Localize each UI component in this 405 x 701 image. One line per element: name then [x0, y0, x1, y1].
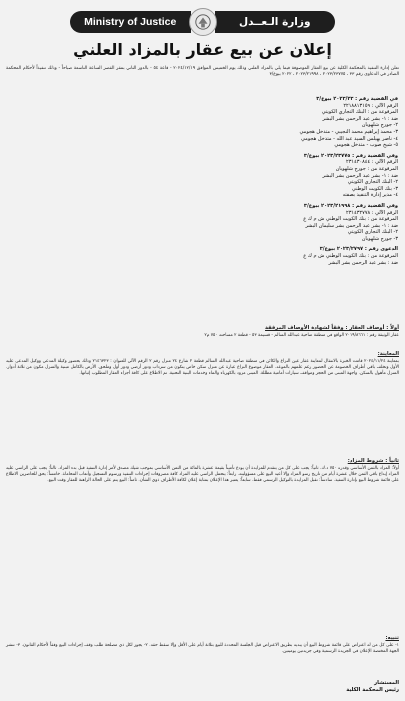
case-item: [18, 96, 398, 149]
case-line: الرقم الآلي : ٢٢١٨٨١٣١٥٩: [343, 102, 398, 109]
case-head: وفي القضية رقم : ٢٠٢٣/٢١٩٩٨ بيوع/٣: [303, 202, 398, 209]
cases-list: [18, 96, 398, 270]
signature-role: رئيس المحكمة الكلية: [346, 687, 399, 693]
case-item: [18, 153, 398, 199]
property-description: [6, 322, 399, 339]
case-line: المرفوعة من : بنك الكويت الوطني ش م ك ع: [303, 253, 398, 260]
case-item: [18, 203, 398, 243]
case-head: الدعوى رقم : ٢٠٢٣/٢٧٩٧ بيوع/٣: [319, 246, 398, 253]
section-heading: تنبيه:: [385, 635, 399, 641]
case-line: ٣- جورج شلهوبان: [361, 235, 398, 242]
case-line: ٥- شيخ صوب - متدخل هجومي: [334, 142, 398, 149]
signature-block: [6, 680, 399, 694]
signature-title: المستشار: [374, 680, 399, 686]
page-title: إعلان عن بيع عقار بالمزاد العلني: [73, 40, 332, 59]
case-line: الرقم الآلي : ٢٣١٤٣٠٨٤٤: [346, 159, 398, 166]
header-english: Ministry of Justice: [70, 11, 191, 33]
kuwait-emblem-icon: [189, 8, 217, 36]
case-line: ٣- محمد إبراهيم محمد النجيبي - متدخل هجومي: [299, 128, 398, 135]
section-heading: المعاينة:: [377, 351, 399, 357]
intro-paragraph: تعلن إدارة التنفيذ بالمحكمة الكلية عن بيع العقار الموصوفة فيما يلي بالمزاد العلني وذلك يوم الخميس الموافق ٢٠٢٤/١٢/١٩ - قاعة ٥٤ - بالدور الثاني بمقر القصر الساعة التاسعة صباحاً - وذلك تنفيذاً لأحكام المحكمة الصادر في الدعاوى رقم ٣٣ ، ٢٠٢٣/٢٣٧٧٥ ، ٢٠٢٣/٢١٩٩٨ ، ٢٠٢٢ بيوع/٣: [6, 66, 399, 78]
header-arabic: وزارة الـعــدل: [215, 11, 336, 33]
inspection-section: [6, 348, 399, 377]
case-line: المرفوعة من : البنك التجاري الكويتي: [321, 109, 398, 116]
case-line: ضد : بشر عبد الرحمن بشر البشر: [328, 259, 398, 266]
case-head: وفي القضية رقم : ٢٠٢٣/٢٣٧٧٥ بيوع/٣: [303, 152, 398, 159]
case-line: المرفوعة من : بنك الكويت الوطني ش م ك ع: [303, 216, 398, 223]
case-line: ٢- البنك التجاري الكويتي: [347, 229, 398, 236]
notes-section: [6, 632, 399, 655]
case-line: ٤- مدير إدارة التنفيذ بصفته: [342, 192, 398, 199]
section-text: عقار الوثيقة رقم : ٢٠١٩/٨٦٦١ الواقع في منطقة ضاحية عبدالله السالم - قسيمة ٥٣ - قطعة ٢ مساحته ٧٥٠ م٢: [204, 333, 399, 339]
case-head: في القضية رقم : ٢٠٢٣/٢٣ بيوع/٣: [316, 96, 398, 102]
case-line: المرفوعة من : جورج شلهوبان: [335, 165, 398, 172]
case-line: ٢- البنك التجاري الكويتي: [347, 179, 398, 186]
section-text: ١- على كل من له اعتراض على قائمة شروط البيع أن يبديه بطريق الاعتراض قبل الجلسة المحددة للبيع بثلاثة أيام على الأقل وإلا سقط حقه. ٢- يجوز لكل ذي مصلحة طلب وقف إجراءات البيع وفقاً لأحكام القانون. ٣- تنشر الجهة المختصة الإعلان في الجريدة الرسمية وفي جريدتين يوميتين.: [6, 643, 399, 655]
case-line: الرقم الآلي : ٢٣١٤٣٢٧٧٨: [346, 209, 398, 216]
section-heading: ثانياً : شروط المزاد:: [347, 458, 399, 464]
case-line: ٣- بنك الكويت الوطني: [351, 185, 398, 192]
case-line: ضد : ١- بشر عبد الرحمن بشر البشر: [322, 172, 398, 179]
case-line: ٢- جورج شلهوبان: [361, 122, 398, 129]
case-line: ضد : ١- بشر عبد الرحمن بشر سليمان البشر: [305, 222, 398, 229]
case-line: ضد : ١- بشر عبد الرحمن بشر البشر: [322, 115, 398, 122]
section-heading: أولاً : أوصاف العقار : وفقاً لشهادة الأوصاف المرفقة: [265, 325, 399, 331]
auction-terms: [6, 455, 399, 484]
case-line: ٤- ناصر يهيلس السيد عبد الله - متدخل هجومي: [300, 135, 398, 142]
section-text: أولاً: المزاد بالثمن الأساسي وقدره ٧٥٠ د.ك. ثانياً: يجب على كل من يتقدم للمزايدة أن يودع تأميناً بقيمة عشرة بالمائة من الثمن الأساسي بموجب شيك مصدق لأمر إدارة التنفيذ قبل بدء المزاد. ثالثاً: يجب على الراسي عليه المزاد إيداع باقي الثمن خلال عشرة أيام من تاريخ رسو المزاد وإلا أعيد البيع على مسؤوليته. رابعاً: يتحمل الراسي عليه المزاد كافة مصروفات إجراءات التنفيذ ورسوم التسجيل وأتعاب المحاماة. خامساً: يحق للحاضرين الاطلاع على قائمة شروط البيع بإدارة التنفيذ. سادساً: تقبل المزايدة بالتوكيل الرسمي فقط. سابعاً: يعتبر هذا الإعلان بمثابة إعلان لكافة الأطراف ذوي الشأن. ثامناً: البيع يتم على الحالة الراهنة للعقار وقت البيع.: [6, 466, 399, 484]
section-text: بمعاينة ٢٠٢٤/١١/٢٤ قامت الخبرة بالانتقال لمعاينة عقار عين النزاع والكائن في منطقة ضاحية عبدالله السالم قطعة ٢ شارع ٢٤ منزل رقم ٢ الرقم الآلي للعنوان : ٢١٤٦٣٢٣ وذلك بحضور وكيلة المدعي ووكيل المدعى عليه الأول وتخلف باقي أطراف الخصومة عن الحضور رغم علمهم بالموعد. العقار موضوع النزاع عبارة عن منزل سكن خاص يتكون من سرداب ودور أرضي ودور أول وملحق. الأرض بالكامل مبنية والمنزل مكون من ثلاثة أدوار. المنزل مأهول بالسكن. واجهة المبنى من الحجر ومواقف سيارات أمامية مظللة. المبنى مزود بالكهرباء والماء وخدمات البنية التحتية. تم الاطلاع على كافة أجزاء العقار المطلوب إثباتها.: [6, 359, 399, 377]
header-banner: [70, 8, 335, 36]
case-item: [18, 246, 398, 266]
